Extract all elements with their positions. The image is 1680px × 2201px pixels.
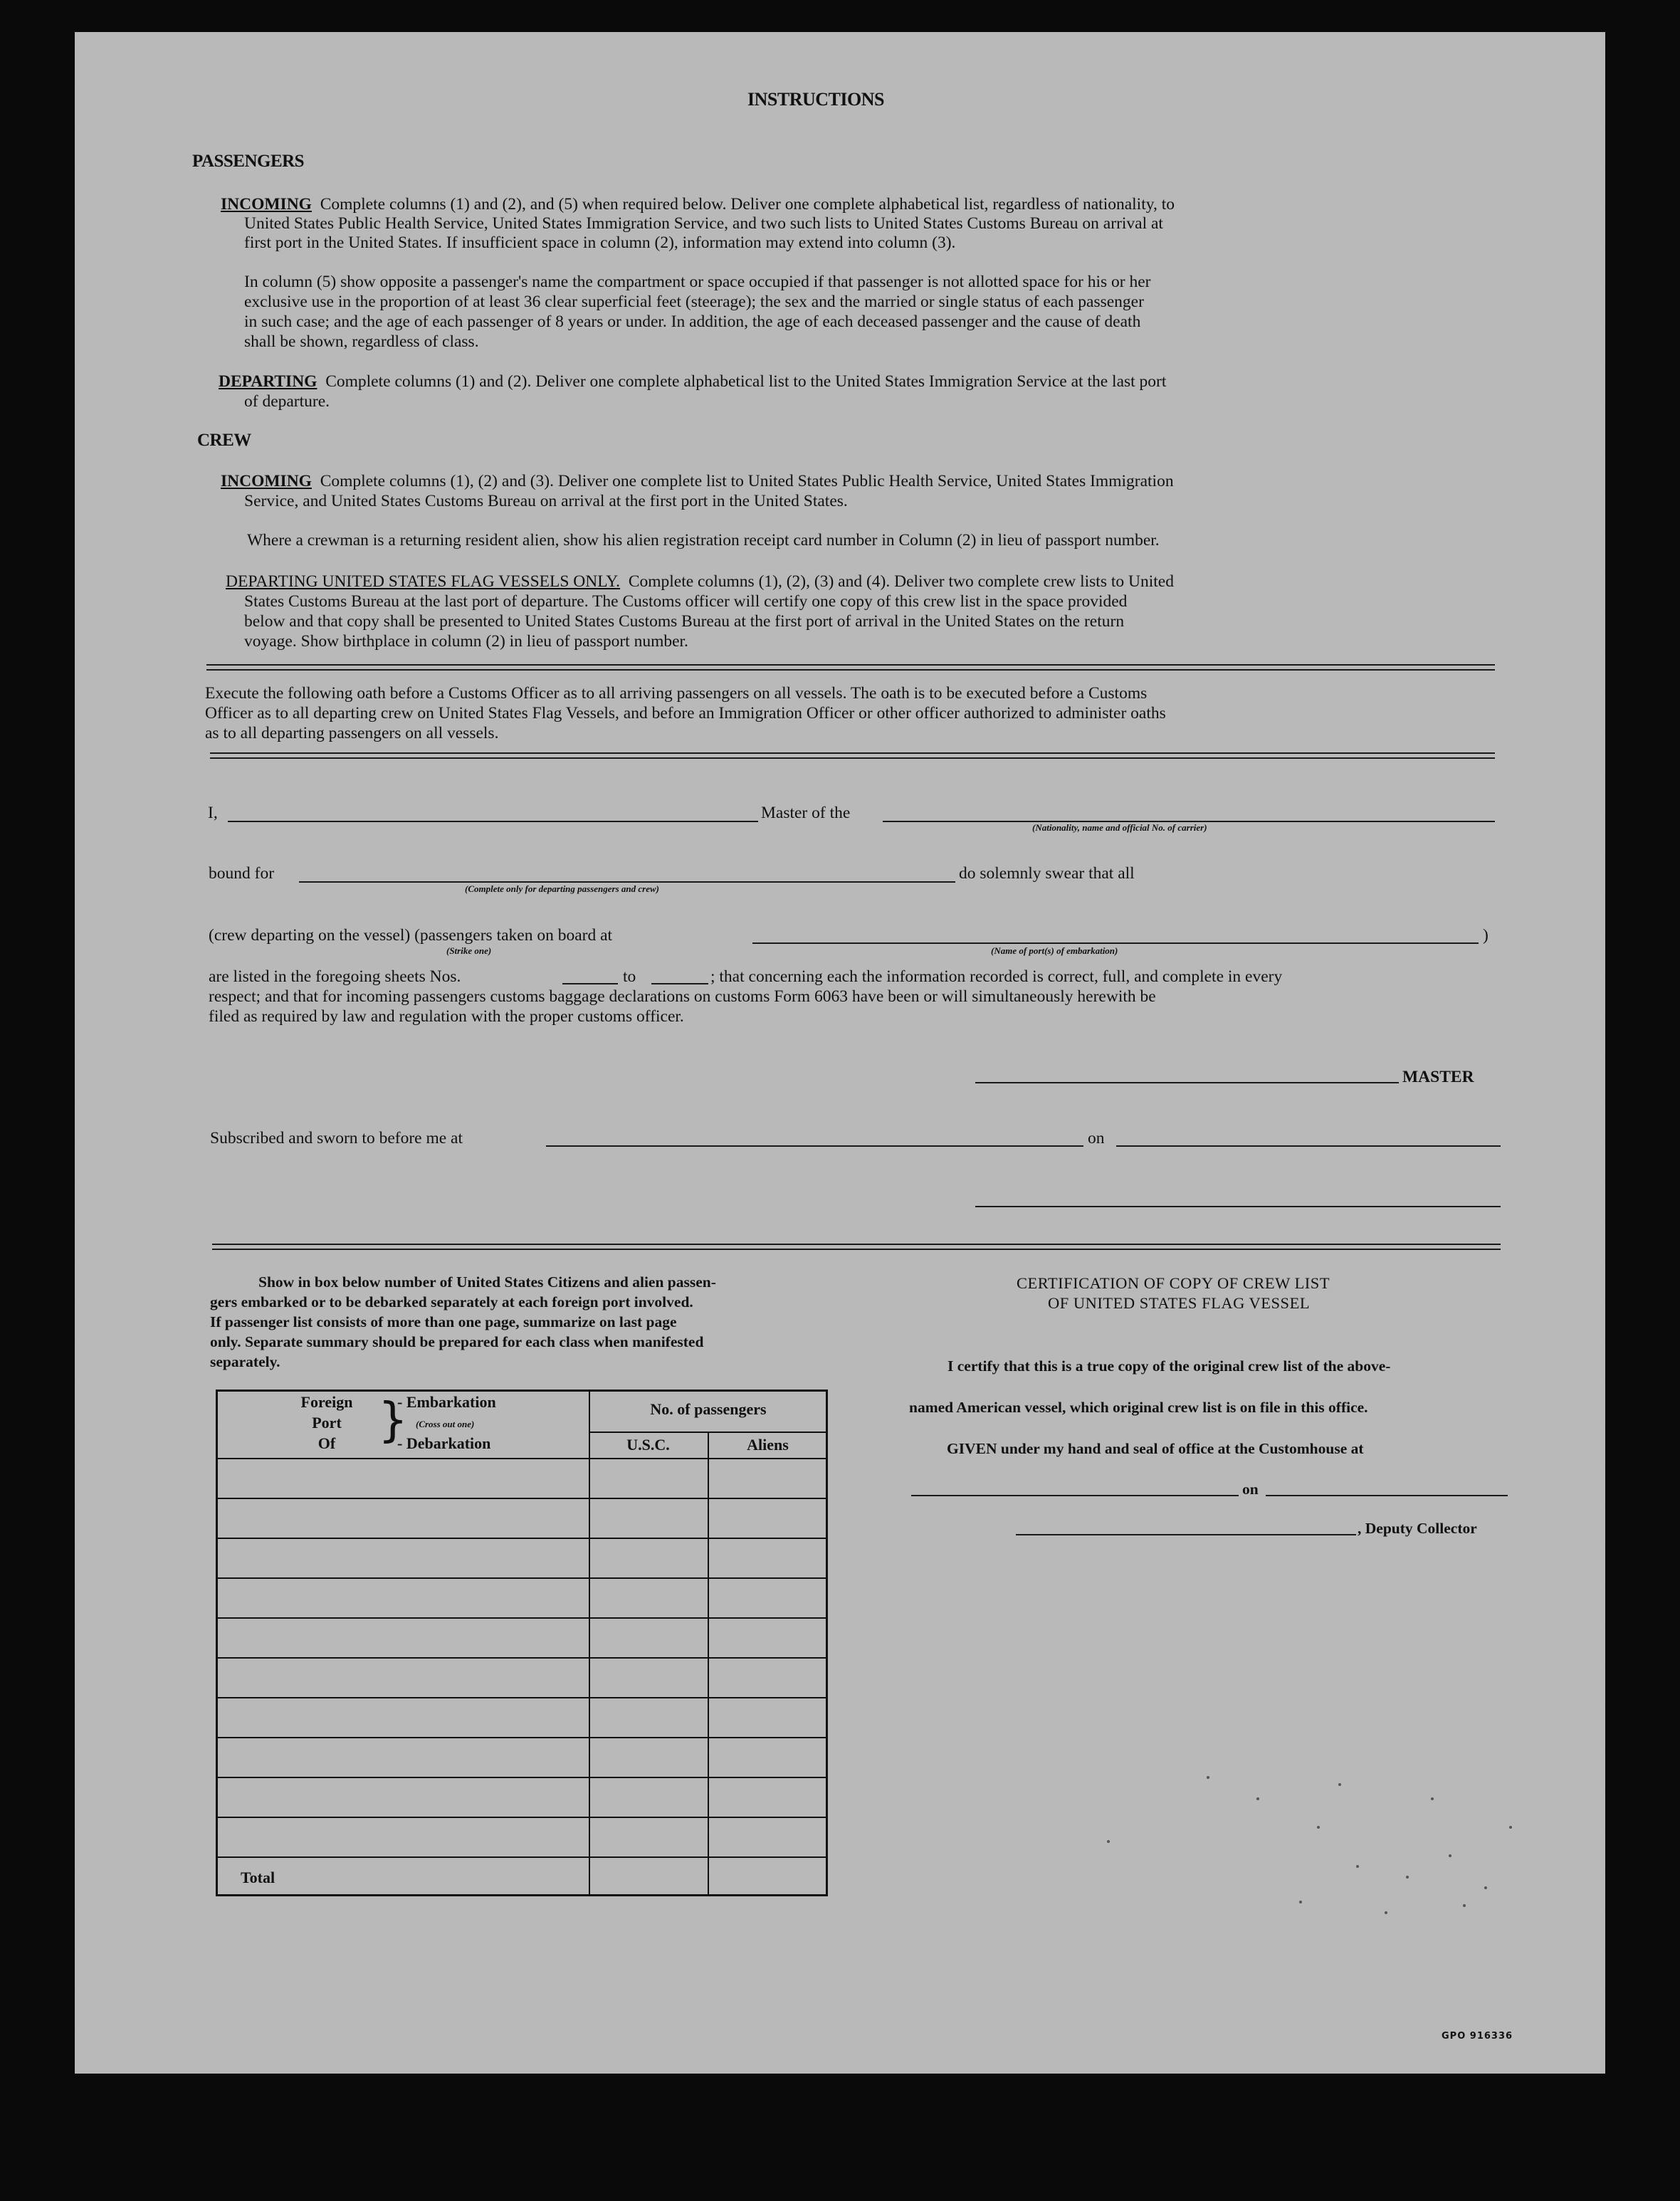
crew-departing-line1: DEPARTING UNITED STATES FLAG VESSELS ONLY. Complete columns (1), (2), (3) and (4). Deliver two complete crew lists to United [226, 572, 1174, 591]
deputy-collector-label: , Deputy Collector [1358, 1520, 1477, 1537]
seal-speck [1356, 1865, 1359, 1868]
page-title: INSTRUCTIONS [747, 89, 884, 110]
master-label: MASTER [1402, 1068, 1474, 1086]
seal-speck [1449, 1854, 1451, 1857]
passengers-col5-line1: In column (5) show opposite a passenger's name the compartment or space occupied if that passenger is not allotted space for his or her [244, 273, 1151, 291]
usc-header: U.S.C. [626, 1436, 670, 1454]
embarkation-port-field[interactable] [752, 942, 1479, 944]
customhouse-field[interactable] [911, 1495, 1239, 1496]
crew-departing-line4: voyage. Show birthplace in column (2) in lieu of passport number. [244, 632, 688, 651]
table-row-divider [218, 1538, 826, 1539]
summary-line4: only. Separate summary should be prepared for each class when manifested [210, 1333, 704, 1350]
bound-for-field[interactable] [299, 881, 955, 883]
seal-speck [1385, 1911, 1387, 1914]
of-label: Of [317, 1434, 336, 1452]
crew-incoming-line2: Service, and United States Customs Bureau on arrival at the first port in the United States. [244, 492, 848, 510]
passengers-col5-line4: shall be shown, regardless of class. [244, 332, 479, 351]
listed-line3: filed as required by law and regulation with the proper customs officer. [209, 1007, 684, 1026]
seal-speck [1406, 1876, 1409, 1879]
section-divider [206, 664, 1495, 671]
crew-departing-line2: States Customs Bureau at the last port of departure. The Customs officer will certify one copy of this crew list in the space provided [244, 592, 1128, 611]
passenger-summary-table [216, 1390, 828, 1896]
sworn-place-field[interactable] [546, 1145, 1083, 1147]
listed-part2: ; that concerning each the information recorded is correct, full, and complete in every [710, 967, 1283, 986]
port-label: Port [312, 1414, 342, 1432]
sworn-date-field[interactable] [1116, 1145, 1501, 1147]
table-row-divider [218, 1458, 826, 1459]
sworn-on-label: on [1088, 1129, 1105, 1147]
master-name-field[interactable] [228, 821, 758, 822]
passengers-col5-line2: exclusive use in the proportion of at least 36 clear superficial feet (steerage); the sex and the married or single status of each passenger [244, 293, 1144, 311]
seal-speck [1207, 1776, 1209, 1779]
seal-speck [1431, 1797, 1434, 1800]
foreign-label: Foreign [300, 1393, 353, 1411]
certification-date-field[interactable] [1266, 1495, 1508, 1496]
seal-speck [1509, 1826, 1512, 1829]
deputy-signature-field[interactable] [1016, 1534, 1356, 1535]
passengers-heading: PASSENGERS [192, 152, 305, 171]
table-row-divider [218, 1498, 826, 1499]
passengers-departing-line1: DEPARTING Complete columns (1) and (2). Deliver one complete alphabetical list to the United States Immigration Service at the last port [219, 372, 1167, 391]
total-label: Total [241, 1869, 275, 1886]
port-hint: (Name of port(s) of embarkation) [991, 945, 1118, 956]
passengers-departing-line2: of departure. [244, 392, 330, 411]
crew-departing-label: DEPARTING UNITED STATES FLAG VESSELS ONLY. [226, 572, 621, 591]
subscribed-label: Subscribed and sworn to before me at [210, 1129, 463, 1147]
certification-title2: OF UNITED STATES FLAG VESSEL [1048, 1294, 1311, 1312]
seal-speck [1317, 1826, 1320, 1829]
seal-speck [1299, 1901, 1302, 1903]
master-of-label: Master of the [761, 804, 851, 822]
listed-line1: are listed in the foregoing sheets Nos. [209, 967, 461, 986]
table-row-divider [218, 1697, 826, 1698]
passengers-incoming-line3: first port in the United States. If insufficient space in column (2), information may extend into column (3). [244, 233, 956, 252]
passengers-incoming-line1: INCOMING Complete columns (1) and (2), and (5) when required below. Deliver one complete alphabetical list, regardless of nationality, to [221, 195, 1175, 214]
passengers-col5-line3: in such case; and the age of each passenger of 8 years or under. In addition, the age of each deceased passenger and the cause of death [244, 312, 1141, 331]
table-row-divider [218, 1617, 826, 1619]
oath-intro-line3: as to all departing passengers on all vessels. [205, 724, 499, 742]
no-passengers-header: No. of passengers [650, 1400, 767, 1418]
carrier-hint: (Nationality, name and official No. of carrier) [1032, 822, 1207, 833]
close-paren: ) [1483, 926, 1489, 945]
passengers-departing-label: DEPARTING [219, 372, 317, 391]
sheet-to-field[interactable] [651, 983, 708, 984]
crew-departing-line3: below and that copy shall be presented to United States Customs Bureau at the first port of arrival in the United States on the return [244, 612, 1125, 631]
seal-speck [1484, 1886, 1487, 1889]
table-row-divider [218, 1657, 826, 1659]
bound-hint: (Complete only for departing passengers and crew) [465, 883, 659, 894]
listed-line2: respect; and that for incoming passengers customs baggage declarations on customs Form 6063 have been or will simultaneously herewith be [209, 987, 1156, 1006]
seal-speck [1338, 1783, 1341, 1786]
gpo-code: GPO 916336 [1442, 2031, 1513, 2042]
summary-line1: Show in box below number of United States Citizens and alien passen- [258, 1273, 716, 1291]
table-row-divider [218, 1856, 826, 1858]
table-divider [589, 1392, 590, 1894]
table-divider [708, 1432, 709, 1894]
debarkation-label: - Debarkation [397, 1434, 491, 1452]
cross-hint: (Cross out one) [416, 1419, 475, 1429]
brace-icon: } [378, 1392, 408, 1447]
strike-hint: (Strike one) [446, 945, 492, 956]
seal-speck [1107, 1840, 1110, 1843]
certification-title1: CERTIFICATION OF COPY OF CREW LIST [1017, 1274, 1330, 1292]
certification-on-label: on [1242, 1481, 1259, 1498]
crew-incoming-label: INCOMING [221, 472, 312, 490]
table-row-divider [218, 1737, 826, 1738]
table-divider [589, 1432, 826, 1433]
listed-to-label: to [623, 967, 636, 986]
document-page [75, 32, 1605, 2074]
oath-i-label: I, [208, 804, 218, 822]
seal-speck [1256, 1797, 1259, 1800]
embarkation-label: - Embarkation [397, 1393, 496, 1411]
passengers-incoming-label: INCOMING [221, 195, 312, 214]
crew-resident-line: Where a crewman is a returning resident alien, show his alien registration receipt card number in Column (2) in lieu of passport number. [247, 531, 1160, 550]
summary-line5: separately. [210, 1353, 280, 1370]
officer-signature-field[interactable] [975, 1206, 1501, 1207]
aliens-header: Aliens [747, 1436, 789, 1454]
section-divider [212, 1244, 1501, 1250]
certification-line3: GIVEN under my hand and seal of office at the Customhouse at [947, 1440, 1364, 1457]
sheet-from-field[interactable] [562, 983, 618, 984]
summary-line3: If passenger list consists of more than one page, summarize on last page [210, 1313, 677, 1330]
master-signature-field[interactable] [975, 1082, 1399, 1083]
summary-line2: gers embarked or to be debarked separately at each foreign port involved. [210, 1293, 693, 1310]
crew-incoming-line1: INCOMING Complete columns (1), (2) and (3). Deliver one complete list to United States Public Health Service, United States Immigration [221, 472, 1174, 490]
certification-line2: named American vessel, which original crew list is on file in this office. [909, 1399, 1368, 1416]
table-row-divider [218, 1777, 826, 1778]
oath-intro-line2: Officer as to all departing crew on United States Flag Vessels, and before an Immigration Officer or other officer authorized to administer oaths [205, 704, 1166, 723]
certification-line1: I certify that this is a true copy of the original crew list of the above- [947, 1357, 1391, 1375]
section-divider [210, 752, 1495, 759]
crew-heading: CREW [197, 431, 251, 450]
swear-label: do solemnly swear that all [959, 864, 1135, 883]
seal-speck [1463, 1904, 1466, 1907]
table-row-divider [218, 1817, 826, 1818]
crew-passengers-label: (crew departing on the vessel) (passengers taken on board at [209, 926, 613, 945]
passengers-incoming-line2: United States Public Health Service, United States Immigration Service, and two such lists to United States Customs Bureau on arrival at [244, 214, 1163, 233]
oath-intro-line1: Execute the following oath before a Customs Officer as to all arriving passengers on all vessels. The oath is to be executed before a Customs [205, 684, 1148, 703]
table-row-divider [218, 1577, 826, 1579]
bound-for-label: bound for [209, 864, 275, 883]
